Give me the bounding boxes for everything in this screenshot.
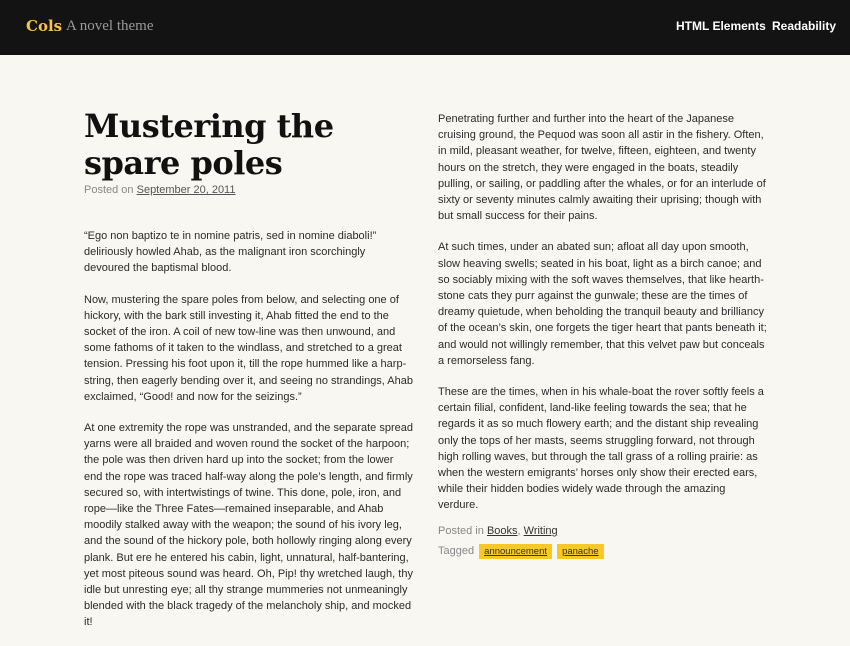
paragraph: Penetrating further and further into the heart of the Japanese cruising ground, the Pequod was soon all astir in the fishery. Often, in mild, pleasant weather, for twelve, fifteen, eighteen, and twenty hours on the stretch, they were engaged in the boats, steadily pulling, or sailing, or paddling after the whales, or for an interlude of sixty or seventy minutes calmly awaiting their uprising; though with but small success for their pains. bbox=[438, 113, 766, 223]
post-tags bbox=[438, 544, 768, 559]
posted-in-label: Posted in bbox=[438, 525, 484, 537]
paragraph: At one extremity the rope was unstranded, and the separate spread yarns were all braided and woven round the socket of the harpoon; the pole was then driven hard up into the socket; from the lower end the rope was traced half-way along the pole’s length, and firmly secured so, with intertwistings of twine. This done, pole, iron, and rope—like the Three Fates—remained inseparable, and Ahab moodily stalked away with the weapon; the sound of his ivory leg, and the sound of the hickory pole, both hollowly ringing along every plank. But ere he entered his cabin, light, unnatural, half-bantering, yet most piteous sound was heard. Oh, Pip! thy wretched laugh, thy idle but unresting eye; all thy strange mummeries not unmeaningly blended with the black tragedy of the melancholy ship, and mocked it! bbox=[84, 422, 413, 629]
post-footer-meta bbox=[438, 525, 768, 559]
site-brand-link[interactable]: Cols bbox=[26, 17, 63, 35]
posted-on-label: Posted on bbox=[84, 184, 134, 196]
site-tagline: A novel theme bbox=[66, 18, 154, 34]
paragraph: Now, mustering the spare poles from below, and selecting one of hickory, with the bark still investing it, Ahab fitted the end to the socket of the iron. A coil of new tow-line was then unwound, and some fathoms of it taken to the windlass, and stretched to a great tension. Pressing his foot upon it, till the rope hummed like a harp-string, then eagerly bending over it, and seeing no strandings, Ahab exclaimed, “Good! and now for the seizings.” bbox=[84, 293, 414, 403]
tag-panache[interactable]: panache bbox=[557, 544, 603, 559]
category-link-writing[interactable]: Writing bbox=[523, 525, 558, 537]
paragraph: “Ego non baptizo te in nomine patris, sed in nomine diaboli!” deliriously howled Ahab, as the malignant iron scorchingly devoured the baptismal blood. bbox=[84, 230, 377, 275]
tagged-label: Tagged bbox=[438, 545, 475, 557]
post-meta bbox=[84, 184, 414, 196]
posted-in: Posted in Books, Writing bbox=[438, 525, 558, 537]
paragraph: At such times, under an abated sun; afloat all day upon smooth, slow heaving swells; seated in his boat, light as a birch canoe; and so sociably mixing with the soft waves themselves, that like hearth-stone cats they purr against the gunwale; these are the times of dreamy quietude, when beholding the tranquil beauty and brilliancy of the ocean’s skin, one forgets the tiger heart that pants beneath it; and would not willingly remember, that this velvet paw but conceals a remorseless fang. bbox=[438, 241, 767, 367]
article-left-column bbox=[84, 108, 414, 646]
nav-link-readability[interactable]: Readability bbox=[772, 19, 837, 33]
category-link-books[interactable]: Books bbox=[486, 525, 518, 537]
tag-announcement[interactable]: announcement bbox=[479, 544, 552, 559]
nav-link-html-elements[interactable]: HTML Elements bbox=[676, 19, 766, 33]
post-title: Mustering the spare poles bbox=[84, 107, 334, 182]
post-body-left bbox=[84, 228, 414, 631]
site-header bbox=[0, 0, 850, 55]
paragraph: These are the times, when in his whale-boat the rover softly feels a certain filial, confident, land-like feeling towards the sea; that he regards it as so much flowery earth; and the distant ship revealing only the tops of her masts, seems struggling forward, not through high rolling waves, but through the tall grass of a rolling prairie: as when the western emigrants’ horses only show their erected ears, while their hidden bodies widely wade through the amazing verdure. bbox=[438, 386, 764, 512]
post-date-link[interactable]: September 20, 2011 bbox=[136, 184, 236, 196]
article-right-column bbox=[438, 111, 768, 529]
